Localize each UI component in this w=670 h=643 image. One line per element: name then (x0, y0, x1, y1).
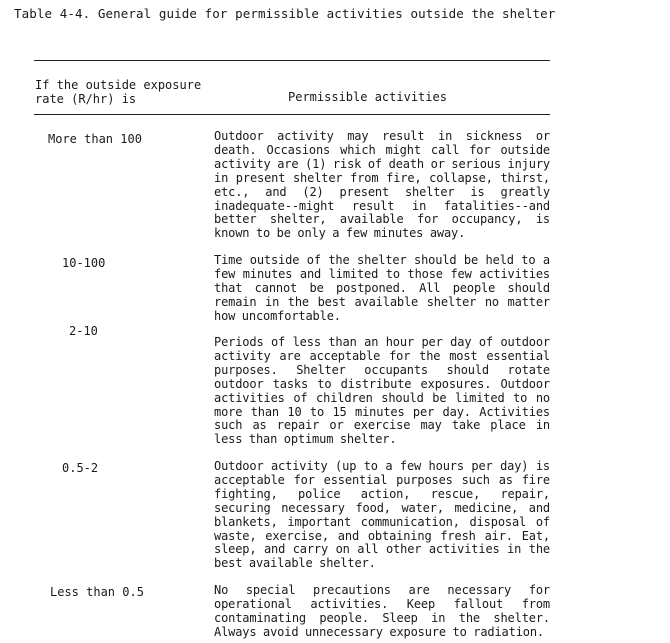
row-rate-less-than-0-5: Less than 0.5 (50, 585, 144, 599)
row-activity-less-than-0-5: No special precautions are necessary for operational activities. Keep fallout from contaminating people. Sleep in the shelter. Always avoid unnecessary exposure to radiation. (214, 583, 550, 639)
table-top-rule (34, 60, 550, 61)
table-caption: Table 4-4. General guide for permissible activities outside the shelter (14, 6, 556, 21)
row-rate-10-100: 10-100 (62, 256, 106, 270)
row-activity-0-5-2: Outdoor activity (up to a few hours per day) is acceptable for essential purposes such as fire fighting, police action, rescue, repair, securing necessary food, water, medicine, and blankets, important communication, disposal of waste, exercise, and obtaining fresh air. Eat, sleep, and carry on all other activities in the best available shelter. (214, 459, 550, 571)
column-header-exposure-rate: If the outside exposure rate (R/hr) is (35, 78, 202, 106)
row-activity-2-10: Periods of less than an hour per day of outdoor activity are acceptable for the most essential purposes. Shelter occupants should rotate outdoor tasks to distribute exposures. Outdoor activities of children should be limited to no more than 10 to 15 minutes per day. Activities such as repair or exercise may take place in less than optimum shelter. (214, 335, 550, 447)
row-activity-more-than-100: Outdoor activity may result in sickness or death. Occasions which might call for outside activity are (1) risk of death or serious injury in present shelter from fire, collapse, thirst, etc., and (2) present shelter is greatly inadequate--might result in fatalities--and better shelter, available for occupancy, is known to be only a few minutes away. (214, 129, 550, 241)
row-rate-0-5-2: 0.5-2 (62, 461, 99, 475)
row-rate-2-10: 2-10 (69, 324, 98, 338)
table-header-rule (34, 114, 550, 115)
row-rate-more-than-100: More than 100 (48, 132, 142, 146)
column-header-permissible-activities: Permissible activities (288, 90, 447, 104)
row-activity-10-100: Time outside of the shelter should be held to a few minutes and limited to those few activities that cannot be postponed. All people should remain in the best available shelter no matter how uncomfortable. (214, 253, 550, 323)
